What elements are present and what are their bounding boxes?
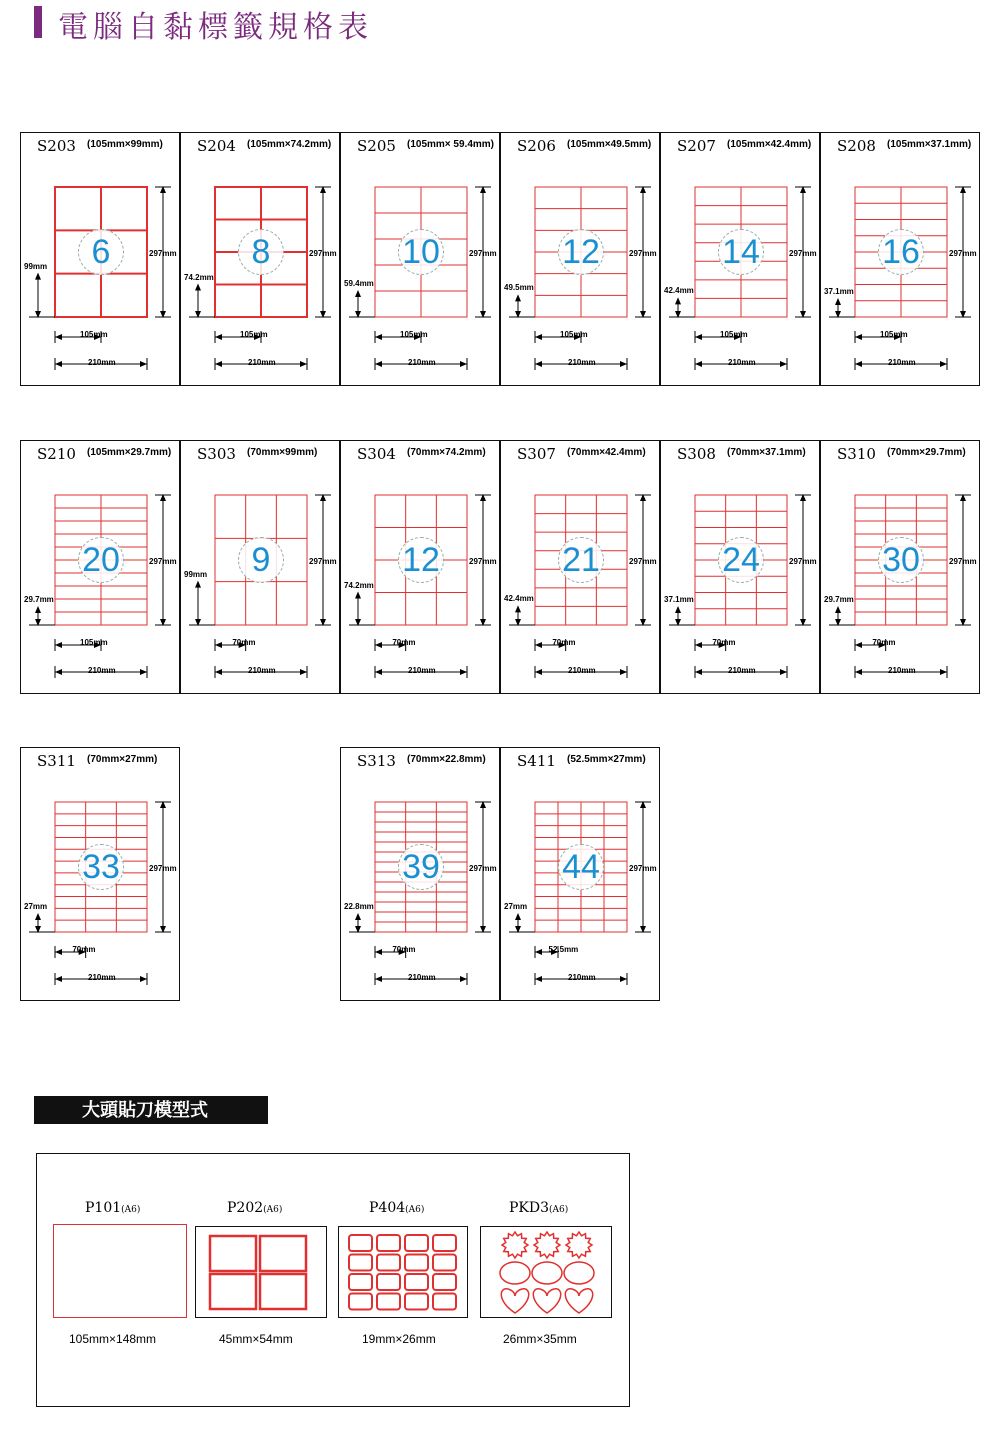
arrow-head-right	[460, 361, 467, 367]
pkd3-title	[509, 1200, 568, 1216]
sheet-height-label: 297mm	[629, 864, 657, 873]
p404-sheet: (A6)	[405, 1205, 425, 1215]
label-height-label: 99mm	[24, 261, 48, 271]
arrow-head-left	[375, 361, 382, 367]
arrow-head-right	[460, 669, 467, 675]
p404-cut-rect	[405, 1235, 428, 1251]
label-spec-s307	[500, 440, 660, 694]
label-spec-s206	[500, 132, 660, 386]
arrow-head-left	[855, 361, 862, 367]
arrow-head-right	[940, 669, 947, 675]
arrow-head-left	[695, 669, 702, 675]
label-height-label: 74.2mm	[344, 580, 374, 590]
sheet-width-label: 210mm	[888, 358, 916, 367]
label-count-badge	[718, 229, 764, 275]
label-code: S313	[357, 752, 396, 770]
label-code: S206	[517, 137, 556, 155]
arrow-head-right	[140, 669, 147, 675]
arrow-head-left	[535, 976, 542, 982]
arrow-head-up	[835, 606, 841, 613]
label-code: S205	[357, 137, 396, 155]
pkd3-size: 26mm×35mm	[503, 1332, 577, 1346]
arrow-head-left	[695, 361, 702, 367]
arrow-head-left	[535, 642, 542, 648]
label-dimensions: (70mm×27mm)	[87, 754, 158, 765]
label-height-label: 74.2mm	[184, 272, 214, 282]
sheet-height-label: 297mm	[469, 864, 497, 873]
arrow-head-up	[35, 913, 41, 920]
p202-code: P202	[227, 1200, 264, 1216]
arrow-head-up	[515, 294, 521, 301]
sheet-width-label: 210mm	[408, 973, 436, 982]
pkd3-star-shape	[534, 1232, 560, 1258]
arrow-head-up	[195, 284, 201, 291]
label-height-label: 37.1mm	[664, 595, 694, 604]
p202-size: 45mm×54mm	[219, 1332, 293, 1346]
arrow-head-left	[215, 642, 222, 648]
pkd3-cut-shapes	[481, 1227, 613, 1319]
label-width-label: 105mm	[560, 330, 588, 339]
label-spec-s208	[820, 132, 980, 386]
label-dimensions: (105mm×42.4mm)	[727, 139, 812, 150]
arrow-head-right	[140, 361, 147, 367]
sheet-height-label: 297mm	[789, 249, 817, 258]
label-width-label: 70mm	[552, 638, 576, 647]
label-count-badge	[558, 229, 604, 275]
p404-cut-rect	[405, 1274, 428, 1290]
label-count: 24	[722, 541, 760, 579]
title-accent-bar	[34, 6, 42, 38]
label-count: 9	[251, 541, 271, 579]
label-spec-s204	[180, 132, 340, 386]
sheet-height-label: 297mm	[469, 557, 497, 566]
label-width-label: 105mm	[80, 330, 108, 339]
pkd3-code: PKD3	[509, 1200, 550, 1216]
label-height-label: 42.4mm	[664, 286, 694, 296]
sheet-width-label: 210mm	[568, 358, 596, 367]
arrow-head-left	[375, 669, 382, 675]
section-title: 大頭貼刀模型式	[34, 1096, 268, 1124]
label-count-badge	[78, 844, 124, 890]
label-count: 44	[562, 848, 600, 886]
label-count-badge	[398, 844, 444, 890]
p404-cut-rect	[377, 1294, 400, 1310]
label-count: 30	[882, 541, 920, 579]
p404-size: 19mm×26mm	[362, 1332, 436, 1346]
pkd3-star-shape	[502, 1232, 528, 1258]
p404-cut-rect	[433, 1274, 456, 1290]
arrow-head-right	[620, 361, 627, 367]
arrow-head-left	[55, 949, 62, 955]
label-width-label: 105mm	[80, 638, 108, 647]
pkd3-heart-shape	[565, 1289, 592, 1313]
p202-title	[227, 1200, 282, 1216]
arrow-head-up	[35, 273, 41, 280]
arrow-head-left	[855, 334, 862, 340]
label-code: S308	[677, 445, 716, 463]
arrow-head-left	[215, 669, 222, 675]
p404-cut-rect	[433, 1235, 456, 1251]
arrow-head-left	[375, 334, 382, 340]
pkd3-star-shape	[566, 1232, 592, 1258]
sheet-height-label: 297mm	[149, 864, 177, 873]
arrow-head-up	[675, 297, 681, 304]
p404-code: P404	[369, 1200, 406, 1216]
sheet-height-label: 297mm	[629, 557, 657, 566]
p404-cut-rect	[405, 1255, 428, 1271]
label-count-badge	[558, 844, 604, 890]
p101-title	[85, 1200, 140, 1216]
label-code: S411	[517, 752, 556, 770]
p404-cut-rect	[433, 1255, 456, 1271]
label-height-label: 42.4mm	[504, 594, 534, 604]
arrow-head-right	[140, 976, 147, 982]
p404-die-shape	[338, 1226, 468, 1318]
label-code: S304	[357, 445, 396, 463]
arrow-head-up	[835, 298, 841, 305]
sheet-height-label: 297mm	[149, 557, 177, 566]
p202-cut-shapes	[196, 1227, 328, 1319]
p101-sheet: (A6)	[121, 1205, 141, 1215]
p202-die-shape	[195, 1226, 327, 1318]
label-width-label: 105mm	[400, 330, 428, 339]
label-spec-s210	[20, 440, 180, 694]
label-spec-s311	[20, 747, 180, 1001]
arrow-head-left	[375, 976, 382, 982]
pkd3-heart-shape	[501, 1289, 528, 1313]
p404-cut-rect	[349, 1274, 372, 1290]
label-dimensions: (105mm×37.1mm)	[887, 139, 972, 150]
p202-sheet: (A6)	[263, 1205, 283, 1215]
label-count: 12	[562, 233, 600, 271]
p404-cut-rect	[377, 1255, 400, 1271]
arrow-head-right	[620, 669, 627, 675]
sheet-height-label: 297mm	[149, 249, 177, 258]
sheet-width-label: 210mm	[568, 666, 596, 675]
label-count: 6	[91, 233, 111, 271]
p101-size: 105mm×148mm	[69, 1332, 157, 1346]
label-dimensions: (105mm×99mm)	[87, 139, 163, 150]
label-count: 14	[722, 233, 760, 271]
arrow-head-left	[55, 334, 62, 340]
label-height-label: 37.1mm	[824, 287, 854, 296]
label-width-label: 70mm	[232, 638, 256, 647]
label-width-label: 70mm	[712, 638, 736, 647]
arrow-head-right	[460, 976, 467, 982]
label-width-label: 105mm	[720, 330, 748, 339]
label-dimensions: (70mm×29.7mm)	[887, 447, 966, 458]
p101-die-shape	[53, 1224, 187, 1318]
label-dimensions: (105mm× 59.4mm)	[407, 139, 494, 150]
p404-cut-rect	[349, 1294, 372, 1310]
sheet-width-label: 210mm	[88, 358, 116, 367]
label-count: 12	[402, 541, 440, 579]
label-code: S203	[37, 137, 76, 155]
sheet-width-label: 210mm	[408, 666, 436, 675]
label-code: S204	[197, 137, 236, 155]
arrow-head-up	[195, 581, 201, 588]
arrow-head-right	[300, 361, 307, 367]
photo-sticker-panel	[36, 1153, 630, 1407]
arrow-head-left	[535, 669, 542, 675]
label-dimensions: (105mm×29.7mm)	[87, 447, 172, 458]
label-dimensions: (105mm×74.2mm)	[247, 139, 332, 150]
p404-cut-rect	[349, 1255, 372, 1271]
pkd3-oval-shape	[500, 1262, 530, 1284]
arrow-head-right	[620, 976, 627, 982]
arrow-head-left	[535, 361, 542, 367]
p404-title	[369, 1200, 424, 1216]
p404-cut-rect	[349, 1235, 372, 1251]
arrow-head-left	[695, 642, 702, 648]
label-spec-s310	[820, 440, 980, 694]
label-height-label: 29.7mm	[24, 595, 54, 604]
arrow-head-right	[300, 669, 307, 675]
arrow-head-up	[35, 606, 41, 613]
label-count: 8	[251, 233, 271, 271]
p404-cut-rect	[433, 1294, 456, 1310]
label-width-label: 70mm	[392, 945, 416, 954]
label-count-badge	[398, 537, 444, 583]
label-count-badge	[78, 229, 124, 275]
label-spec-s411	[500, 747, 660, 1001]
sheet-width-label: 210mm	[728, 358, 756, 367]
arrow-head-left	[375, 949, 382, 955]
arrow-head-left	[375, 642, 382, 648]
arrow-head-left	[695, 334, 702, 340]
label-width-label: 105mm	[880, 330, 908, 339]
arrow-head-up	[355, 913, 361, 920]
label-dimensions: (52.5mm×27mm)	[567, 754, 646, 765]
label-count-badge	[718, 537, 764, 583]
arrow-head-up	[355, 592, 361, 599]
label-code: S210	[37, 445, 76, 463]
arrow-head-right	[780, 669, 787, 675]
label-width-label: 105mm	[240, 330, 268, 339]
label-height-label: 59.4mm	[344, 279, 374, 288]
sheet-height-label: 297mm	[309, 557, 337, 566]
label-count-badge	[238, 229, 284, 275]
label-spec-s304	[340, 440, 500, 694]
arrow-head-left	[535, 334, 542, 340]
label-count: 10	[402, 233, 440, 271]
arrow-head-right	[780, 361, 787, 367]
sheet-height-label: 297mm	[309, 249, 337, 258]
sheet-width-label: 210mm	[568, 973, 596, 982]
arrow-head-up	[515, 913, 521, 920]
arrow-head-left	[535, 949, 542, 955]
label-height-label: 27mm	[24, 902, 48, 911]
sheet-height-label: 297mm	[629, 249, 657, 258]
p404-cut-rect	[405, 1294, 428, 1310]
label-code: S207	[677, 137, 716, 155]
arrow-head-left	[215, 334, 222, 340]
sheet-height-label: 297mm	[949, 557, 977, 566]
arrow-head-up	[675, 606, 681, 613]
arrow-head-up	[355, 290, 361, 297]
sheet-width-label: 210mm	[248, 358, 276, 367]
pkd3-oval-shape	[532, 1262, 562, 1284]
label-width-label: 70mm	[392, 638, 416, 647]
arrow-head-left	[855, 669, 862, 675]
label-count: 20	[82, 541, 120, 579]
sheet-width-label: 210mm	[888, 666, 916, 675]
pkd3-die-shape	[480, 1226, 612, 1318]
p404-cut-rect	[377, 1274, 400, 1290]
arrow-head-left	[55, 642, 62, 648]
label-count: 16	[882, 233, 920, 271]
arrow-head-left	[55, 976, 62, 982]
label-height-label: 29.7mm	[824, 595, 854, 604]
label-code: S303	[197, 445, 236, 463]
label-count-badge	[878, 537, 924, 583]
page-title: 電腦自黏標籤規格表	[58, 10, 373, 45]
label-dimensions: (70mm×99mm)	[247, 447, 318, 458]
arrow-head-left	[855, 642, 862, 648]
pkd3-heart-shape	[533, 1289, 560, 1313]
label-dimensions: (70mm×22.8mm)	[407, 754, 486, 765]
label-height-label: 99mm	[184, 569, 208, 579]
label-code: S208	[837, 137, 876, 155]
sheet-height-label: 297mm	[789, 557, 817, 566]
p101-code: P101	[85, 1200, 122, 1216]
sheet-width-label: 210mm	[88, 666, 116, 675]
sheet-width-label: 210mm	[88, 973, 116, 982]
label-count-badge	[558, 537, 604, 583]
label-count: 39	[402, 848, 440, 886]
arrow-head-left	[55, 669, 62, 675]
label-width-label: 70mm	[872, 638, 896, 647]
arrow-head-up	[515, 605, 521, 612]
label-count: 33	[82, 848, 120, 886]
p404-cut-shapes	[339, 1227, 469, 1319]
sheet-height-label: 297mm	[469, 249, 497, 258]
label-spec-s303	[180, 440, 340, 694]
label-spec-s207	[660, 132, 820, 386]
label-code: S307	[517, 445, 556, 463]
arrow-head-right	[940, 361, 947, 367]
label-dimensions: (70mm×74.2mm)	[407, 447, 486, 458]
label-spec-s205	[340, 132, 500, 386]
pkd3-sheet: (A6)	[549, 1205, 569, 1215]
sheet-height-label: 297mm	[949, 249, 977, 258]
pkd3-oval-shape	[564, 1262, 594, 1284]
label-height-label: 49.5mm	[504, 283, 534, 293]
label-dimensions: (70mm×42.4mm)	[567, 447, 646, 458]
label-width-label: 52.5mm	[548, 945, 579, 954]
p404-cut-rect	[377, 1235, 400, 1251]
label-code: S311	[37, 752, 76, 770]
label-dimensions: (70mm×37.1mm)	[727, 447, 806, 458]
label-count-badge	[878, 229, 924, 275]
label-height-label: 27mm	[504, 902, 528, 911]
label-count-badge	[78, 537, 124, 583]
arrow-head-left	[215, 361, 222, 367]
label-count-badge	[238, 537, 284, 583]
arrow-head-left	[55, 361, 62, 367]
label-height-label: 22.8mm	[344, 902, 374, 911]
sheet-width-label: 210mm	[728, 666, 756, 675]
label-code: S310	[837, 445, 876, 463]
label-width-label: 70mm	[72, 945, 96, 954]
label-spec-s203	[20, 132, 180, 386]
label-count: 21	[562, 541, 600, 579]
label-count-badge	[398, 229, 444, 275]
label-spec-s308	[660, 440, 820, 694]
sheet-width-label: 210mm	[248, 666, 276, 675]
label-spec-s313	[340, 747, 500, 1001]
label-dimensions: (105mm×49.5mm)	[567, 139, 652, 150]
sheet-width-label: 210mm	[408, 358, 436, 367]
